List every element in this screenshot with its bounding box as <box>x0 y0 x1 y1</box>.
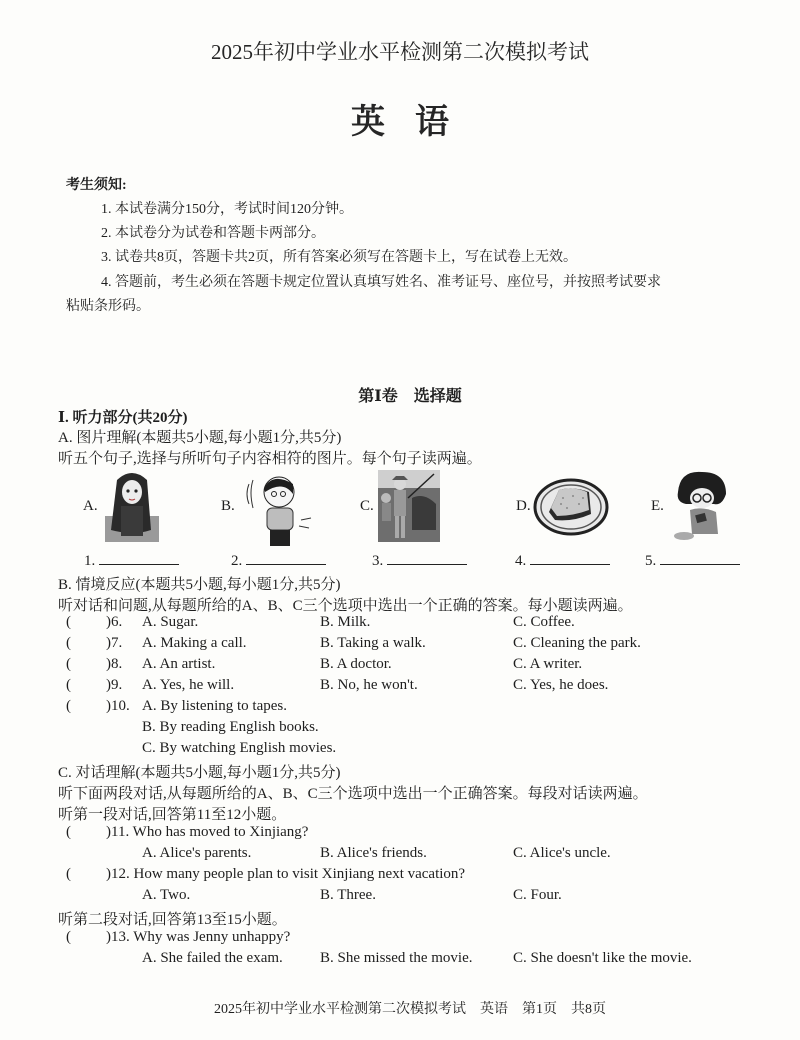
q12-option-c: C. Four. <box>513 887 562 903</box>
dialog-2-intro: 听第二段对话,回答第13至15小题。 <box>58 912 287 928</box>
question-number-6: )6. <box>106 614 123 630</box>
q11-option-c: C. Alice's uncle. <box>513 845 611 861</box>
q13-option-b: B. She missed the movie. <box>320 950 473 966</box>
q13-option-c: C. She doesn't like the movie. <box>513 950 692 966</box>
part-a-heading: A. 图片理解(本题共5小题,每小题1分,共5分) <box>58 430 342 446</box>
subject-title: 英语 <box>351 102 479 142</box>
q7-option-b: B. Taking a walk. <box>320 635 426 651</box>
blank-line <box>246 550 326 565</box>
q10-option-c: C. By watching English movies. <box>142 740 337 756</box>
picture-label-d: D. <box>516 498 531 514</box>
q7-option-a: A. Making a call. <box>142 635 247 651</box>
q8-option-a: A. An artist. <box>142 656 216 672</box>
part-c-heading: C. 对话理解(本题共5小题,每小题1分,共5分) <box>58 765 341 781</box>
picture-row <box>58 470 758 550</box>
part-c-instruction: 听下面两段对话,从每题所给的A、B、C三个选项中选出一个正确答案。每段对话读两遍。 <box>58 786 648 802</box>
q10-option-b: B. By reading English books. <box>142 719 319 735</box>
blank-line <box>660 550 740 565</box>
notice-item-4-cont: 粘贴条形码。 <box>66 299 150 314</box>
q9-option-c: C. Yes, he does. <box>513 677 609 693</box>
answer-paren-11[interactable]: ( <box>66 824 71 840</box>
blank-line <box>99 550 179 565</box>
part-b-heading: B. 情境反应(本题共5小题,每小题1分,共5分) <box>58 577 341 593</box>
section-title: 第Ⅰ卷 选择题 <box>358 388 462 405</box>
notice-heading: 考生须知: <box>66 178 127 193</box>
q9-option-b: B. No, he won't. <box>320 677 418 693</box>
blank-line <box>387 550 467 565</box>
girl-with-glasses-reading-picture <box>670 470 732 547</box>
answer-paren-8[interactable]: ( <box>66 656 71 672</box>
q6-option-b: B. Milk. <box>320 614 371 630</box>
exam-title: 2025年初中学业水平检测第二次模拟考试 <box>211 40 589 64</box>
answer-blank-1[interactable] <box>84 550 179 570</box>
listening-part-title: Ⅰ. 听力部分(共20分) <box>58 410 188 426</box>
picture-label-b: B. <box>221 498 235 514</box>
q11-option-a: A. Alice's parents. <box>142 845 252 861</box>
q10-option-a: A. By listening to tapes. <box>142 698 287 714</box>
answer-blank-2[interactable] <box>231 550 326 570</box>
q9-option-a: A. Yes, he will. <box>142 677 235 693</box>
question-12: )12. How many people plan to visit Xinjiang next vacation? <box>106 866 466 882</box>
q12-option-a: A. Two. <box>142 887 191 903</box>
answer-paren-9[interactable]: ( <box>66 677 71 693</box>
notice-item-3: 3. 试卷共8页，答题卡共2页，所有答案必须写在答题卡上，写在试卷上无效。 <box>101 250 577 265</box>
question-number-10: )10. <box>106 698 130 714</box>
notice-item-4: 4. 答题前，考生必须在答题卡规定位置认真填写姓名、准考证号、座位号，并按照考试要求 <box>101 275 661 290</box>
answer-paren-13[interactable]: ( <box>66 929 71 945</box>
answer-paren-6[interactable]: ( <box>66 614 71 630</box>
answer-blank-3[interactable] <box>372 550 467 570</box>
question-11: )11. Who has moved to Xinjiang? <box>106 824 309 840</box>
notice-item-2: 2. 本试卷分为试卷和答题卡两部分。 <box>101 226 325 241</box>
page-footer: 2025年初中学业水平检测第二次模拟考试 英语 第1页 共8页 <box>214 1002 606 1017</box>
blank-line <box>530 550 610 565</box>
q7-option-c: C. Cleaning the park. <box>513 635 641 651</box>
fishing-people-picture <box>378 470 440 547</box>
picture-label-e: E. <box>651 498 664 514</box>
answer-paren-12[interactable]: ( <box>66 866 71 882</box>
q12-option-b: B. Three. <box>320 887 376 903</box>
part-a-instruction: 听五个句子,选择与所听句子内容相符的图片。每个句子读两遍。 <box>58 451 482 467</box>
bread-on-plate-picture <box>533 478 609 541</box>
answer-paren-10[interactable]: ( <box>66 698 71 714</box>
part-b-instruction: 听对话和问题,从每题所给的A、B、C三个选项中选出一个正确的答案。每小题读两遍。 <box>58 598 633 614</box>
answer-blank-5[interactable] <box>645 550 740 570</box>
girl-long-hair-picture <box>103 470 161 547</box>
q8-option-b: B. A doctor. <box>320 656 392 672</box>
question-13: )13. Why was Jenny unhappy? <box>106 929 291 945</box>
q8-option-c: C. A writer. <box>513 656 583 672</box>
q13-option-a: A. She failed the exam. <box>142 950 283 966</box>
q11-option-b: B. Alice's friends. <box>320 845 427 861</box>
cold-boy-shivering-picture <box>243 470 313 553</box>
blank-number: 4. <box>515 553 527 569</box>
question-number-9: )9. <box>106 677 123 693</box>
notice-item-1: 1. 本试卷满分150分，考试时间120分钟。 <box>101 202 353 217</box>
q6-option-a: A. Sugar. <box>142 614 199 630</box>
blank-number: 2. <box>231 553 243 569</box>
question-number-8: )8. <box>106 656 123 672</box>
blank-number: 5. <box>645 553 657 569</box>
picture-label-a: A. <box>83 498 98 514</box>
blank-number: 3. <box>372 553 384 569</box>
answer-blank-4[interactable] <box>515 550 610 570</box>
q6-option-c: C. Coffee. <box>513 614 575 630</box>
dialog-1-intro: 听第一段对话,回答第11至12小题。 <box>58 807 287 823</box>
picture-label-c: C. <box>360 498 374 514</box>
blank-number: 1. <box>84 553 96 569</box>
answer-paren-7[interactable]: ( <box>66 635 71 651</box>
question-number-7: )7. <box>106 635 123 651</box>
